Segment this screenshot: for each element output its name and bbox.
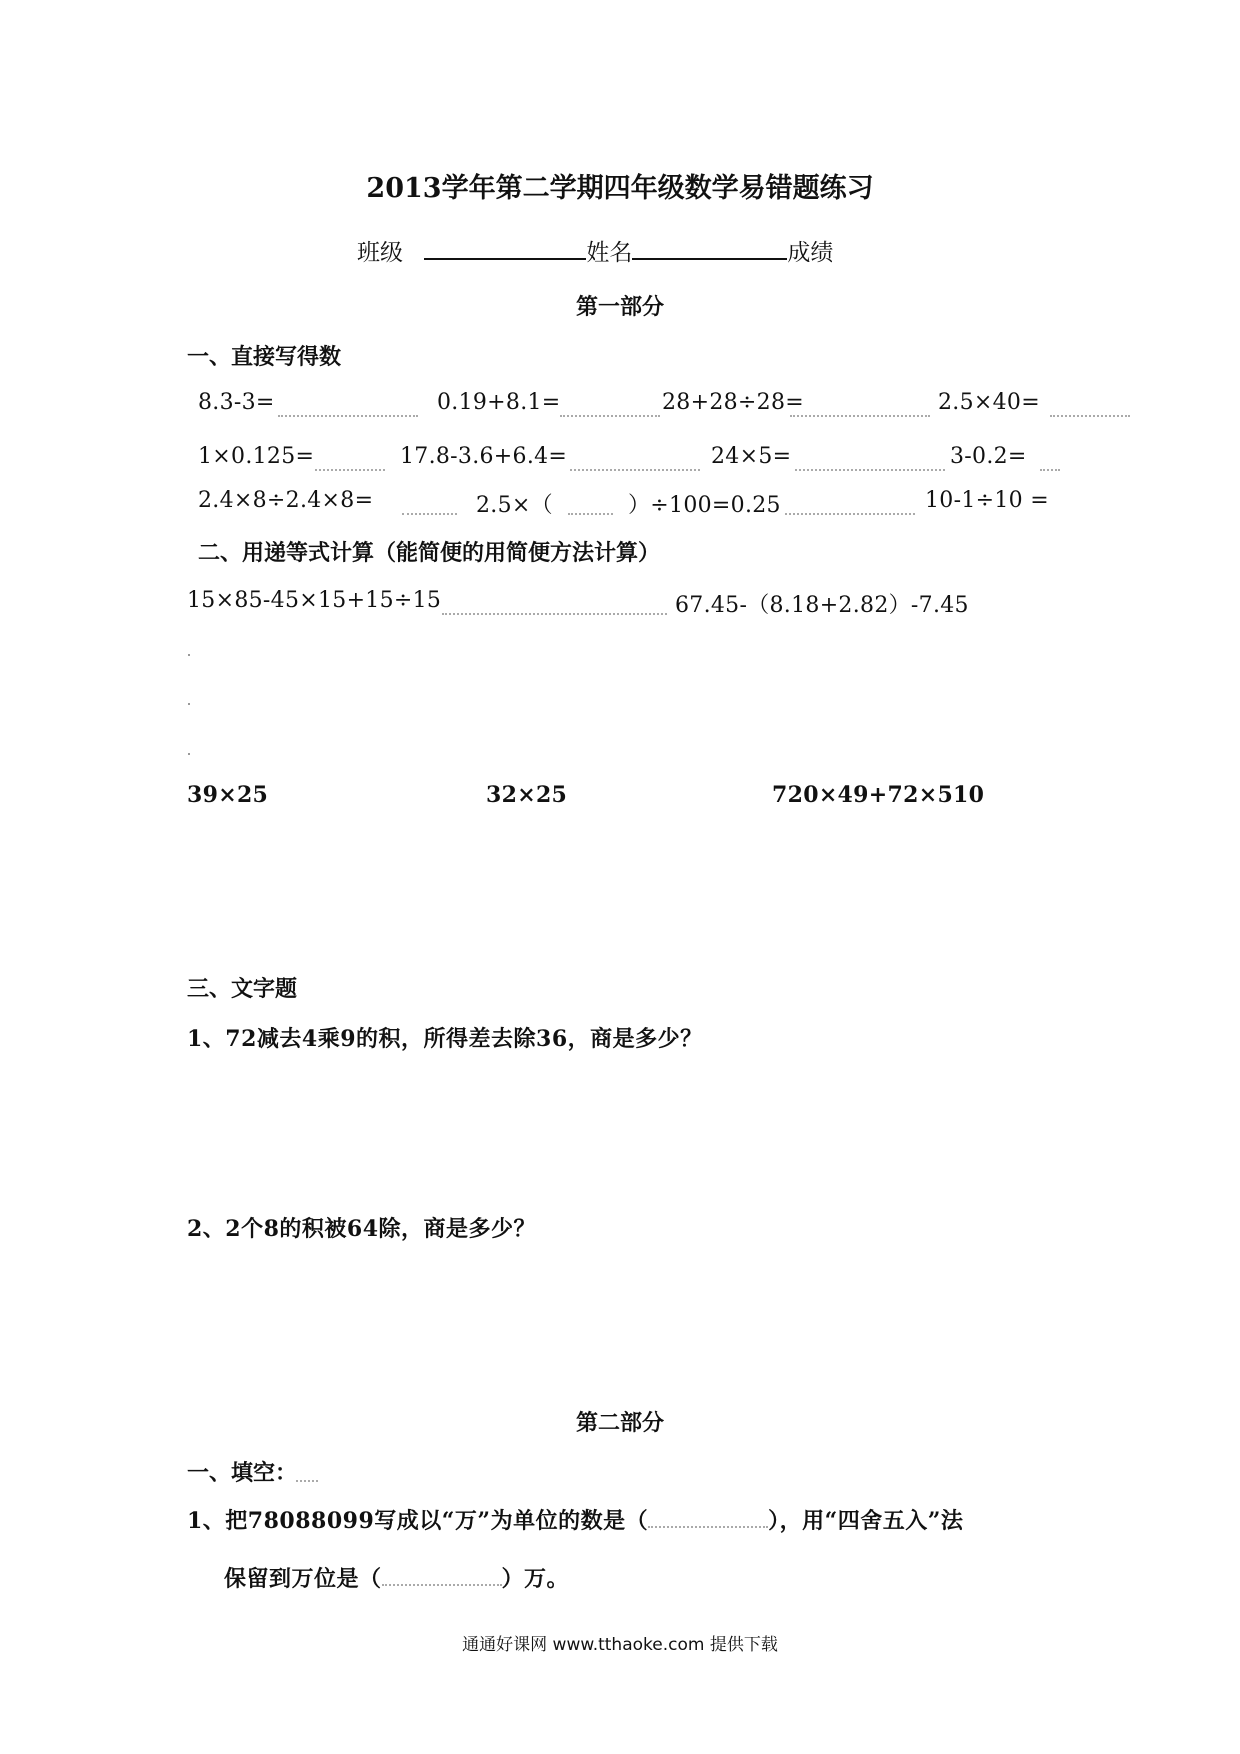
step-calc-item: 32×25 [486, 782, 568, 808]
name-label: 姓名 [586, 240, 633, 266]
answer-blank[interactable] [785, 499, 915, 515]
answer-blank[interactable] [402, 499, 457, 515]
fill-question-1-text-c: 保留到万位是（ [224, 1566, 382, 1592]
step-calc-item: 39×25 [187, 782, 269, 808]
section-fill-blank-heading: 一、填空： [187, 1460, 298, 1486]
word-problem-1: 1、72减去4乘9的积，所得差去除36，商是多少？ [187, 1026, 703, 1052]
work-space-dots [442, 599, 667, 615]
name-blank[interactable] [632, 238, 787, 260]
answer-blank[interactable] [570, 455, 700, 471]
calc-item: 2.5×（ [476, 493, 553, 518]
answer-blank[interactable] [790, 401, 930, 417]
calc-item: 2.4×8÷2.4×8= [198, 488, 374, 513]
score-label: 成绩 [787, 240, 834, 266]
margin-mark [188, 753, 190, 755]
calc-item: 1×0.125= [198, 444, 315, 469]
calc-item: 3-0.2= [950, 444, 1027, 469]
calc-item: 24×5= [711, 444, 792, 469]
part-one-heading: 第一部分 [575, 294, 664, 320]
student-info-line [357, 234, 833, 267]
calc-item: 10-1÷10 = [925, 488, 1049, 513]
fill-question-1-line-2 [224, 1562, 569, 1593]
step-calc-item: 720×49+72×510 [772, 782, 985, 808]
calc-item: 17.8-3.6+6.4= [400, 444, 568, 469]
step-calc-item: 15×85-45×15+15÷15 [187, 588, 442, 613]
answer-blank[interactable] [648, 1512, 768, 1528]
class-label: 班级 [357, 240, 403, 266]
section-step-calc-heading: 二、用递等式计算（能简便的用简便方法计算） [198, 540, 661, 566]
answer-blank[interactable] [1040, 455, 1060, 471]
answer-blank[interactable] [795, 455, 945, 471]
fill-question-1-text-b: ），用“四舍五入”法 [768, 1508, 964, 1534]
calc-item: ）÷100=0.25 [628, 493, 781, 518]
class-blank[interactable] [424, 238, 586, 260]
margin-mark [188, 654, 190, 656]
fill-question-1-line-1 [187, 1504, 963, 1535]
section-mental-calc-heading: 一、直接写得数 [187, 344, 342, 370]
part-two-heading: 第二部分 [575, 1410, 664, 1436]
calc-item: 28+28÷28= [662, 390, 804, 415]
answer-blank[interactable] [560, 401, 660, 417]
paren-blank[interactable] [568, 499, 613, 515]
answer-blank[interactable] [278, 401, 418, 417]
step-calc-item: 67.45-（8.18+2.82）-7.45 [675, 593, 969, 618]
page-footer: 通通好课网 www.tthaoke.com 提供下载 [462, 1635, 778, 1655]
answer-blank[interactable] [1050, 401, 1130, 417]
calc-item: 0.19+8.1= [437, 390, 561, 415]
margin-mark [188, 703, 190, 705]
fill-question-1-text-d: ）万。 [501, 1566, 570, 1592]
heading-dots [296, 1466, 318, 1482]
page-title: 2013学年第二学期四年级数学易错题练习 [366, 173, 874, 204]
word-problem-2: 2、2个8的积被64除，商是多少？ [187, 1216, 537, 1242]
section-word-problems-heading: 三、文字题 [187, 976, 298, 1002]
answer-blank[interactable] [382, 1570, 502, 1586]
calc-item: 8.3-3= [198, 390, 275, 415]
calc-item: 2.5×40= [938, 390, 1040, 415]
fill-question-1-text-a: 1、把78088099写成以“万”为单位的数是（ [187, 1508, 649, 1534]
answer-blank[interactable] [315, 455, 385, 471]
